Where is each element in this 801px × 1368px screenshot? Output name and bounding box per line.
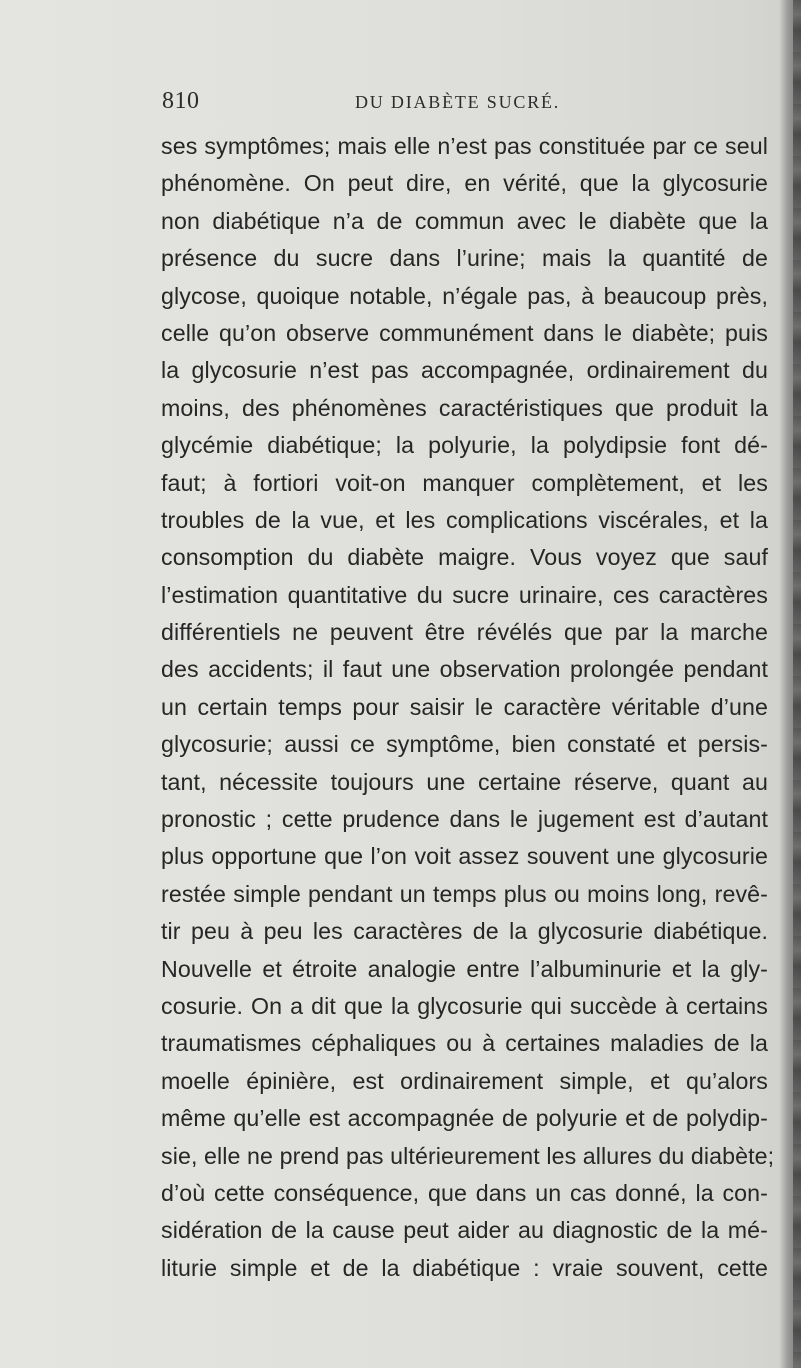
text-line: la glycosurie n’est pas accompagnée, ordinairement du <box>161 357 768 384</box>
text-line: pronostic ; cette prudence dans le jugement est d’autant <box>161 806 768 833</box>
text-line: cosurie. On a dit que la glycosurie qui succède à certains <box>161 992 768 1019</box>
text-line: Nouvelle et étroite analogie entre l’albuminurie et la gly- <box>161 955 768 982</box>
text-line: d’où cette conséquence, que dans un cas donné, la con- <box>161 1179 768 1206</box>
text-line: présence du sucre dans l’urine; mais la quantité de <box>161 245 768 272</box>
text-line: l’estimation quantitative du sucre urinaire, ces caractères <box>161 581 768 608</box>
text-line: phénomène. On peut dire, en vérité, que la glycosurie <box>161 170 768 197</box>
text-line: liturie simple et de la diabétique : vraie souvent, cette <box>161 1254 768 1281</box>
text-line: celle qu’on observe communément dans le diabète; puis <box>161 319 768 346</box>
text-line: tir peu à peu les caractères de la glycosurie diabétique. <box>161 918 768 945</box>
body-paragraph <box>161 128 775 1287</box>
running-title: DU DIABÈTE SUCRÉ. <box>355 92 561 112</box>
text-line: non diabétique n’a de commun avec le diabète que la <box>161 207 768 234</box>
text-line: même qu’elle est accompagnée de polyurie et de polydip- <box>161 1105 768 1132</box>
text-line: ses symptômes; mais elle n’est pas constituée par ce seul <box>161 133 768 159</box>
text-line: glycémie diabétique; la polyurie, la polydipsie font dé- <box>161 432 768 459</box>
text-line: traumatismes céphaliques ou à certaines maladies de la <box>161 1030 768 1057</box>
text-line: différentiels ne peuvent être révélés que par la marche <box>161 619 768 646</box>
text-line: plus opportune que l’on voit assez souvent une glycosurie <box>161 843 768 870</box>
text-line: tant, nécessite toujours une certaine réserve, quant au <box>161 768 768 795</box>
text-line: sidération de la cause peut aider au diagnostic de la mé- <box>161 1217 768 1244</box>
text-line: restée simple pendant un temps plus ou moins long, revê- <box>161 880 768 907</box>
text-line: glycosurie; aussi ce symptôme, bien constaté et persis- <box>161 731 768 758</box>
text-line: des accidents; il faut une observation prolongée pendant <box>161 656 768 683</box>
page-header <box>0 88 801 124</box>
text-line: un certain temps pour saisir le caractère véritable d’une <box>161 693 768 720</box>
page-edge-binding <box>793 0 801 1368</box>
text-line: glycose, quoique notable, n’égale pas, à beaucoup près, <box>161 282 768 309</box>
text-line: moins, des phénomènes caractéristiques que produit la <box>161 394 768 421</box>
text-line: moelle épinière, est ordinairement simple, et qu’alors <box>161 1067 768 1094</box>
text-line: faut; à fortiori voit-on manquer complètement, et les <box>161 469 768 496</box>
page-number: 810 <box>162 88 200 114</box>
text-line: troubles de la vue, et les complications viscérales, et la <box>161 506 768 533</box>
text-line: sie, elle ne prend pas ultérieurement les allures du diabète; <box>161 1142 775 1169</box>
text-line: consomption du diabète maigre. Vous voyez que sauf <box>161 544 768 571</box>
